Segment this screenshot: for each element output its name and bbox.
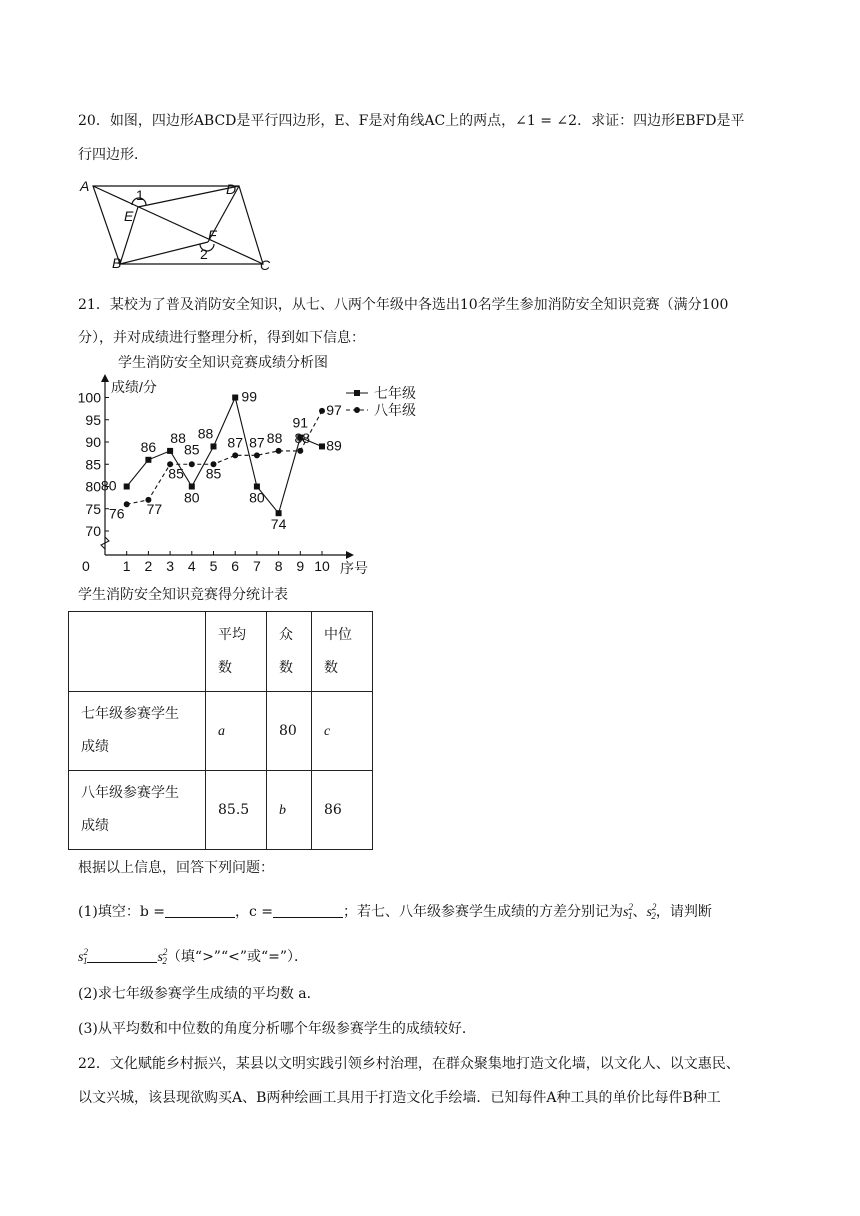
x-tick-label: 9	[296, 558, 305, 574]
label-A: A	[80, 178, 90, 194]
q20-text-line2: 行四边形．	[78, 147, 148, 163]
legend-label-grade8: 八年级	[374, 402, 416, 418]
q21-part3: (3)从平均数和中位数的角度分析哪个年级参赛学生的成绩较好．	[78, 1021, 476, 1037]
legend-marker-grade7	[354, 390, 360, 396]
data-label: 91	[292, 414, 309, 431]
label-2: 2	[200, 246, 208, 262]
data-label: 85	[205, 465, 222, 482]
q21-part1-line1: (1)填空：b = ，c = ；若七、八年级参赛学生成绩的方差分别记为$s^2_1$、$s^2_2$，请判断	[78, 902, 712, 921]
data-point-grade7	[319, 443, 325, 449]
data-point-grade8	[124, 501, 130, 507]
data-point-grade8	[232, 452, 238, 458]
x-tick-label: 4	[187, 558, 196, 574]
s2-squared: $s^2_2$	[646, 902, 657, 921]
blank-b[interactable]	[165, 905, 235, 918]
y-tick-label: 80	[85, 478, 101, 495]
y-tick-label: 100	[78, 389, 101, 406]
label-D: D	[226, 181, 237, 197]
data-label: 85	[168, 465, 184, 482]
chart-title: 学生消防安全知识竞赛成绩分析图	[118, 354, 328, 370]
parallelogram-figure	[76, 178, 276, 274]
data-label: 80	[249, 489, 265, 506]
cell-grade8-median: 86	[312, 771, 373, 850]
table-row	[69, 692, 373, 771]
data-point-grade7	[211, 443, 217, 449]
q22-text-line2: 以文兴城，该县现欲购买A、B两种绘画工具用于打造文化手绘墙．已知每件A种工具的单价比每件B种工	[78, 1090, 721, 1106]
x-tick-label: 5	[209, 558, 218, 574]
header-median: 中位 数	[312, 612, 373, 692]
legend-label-grade7: 七年级	[374, 385, 416, 401]
cell-grade7-mode: 80	[267, 692, 312, 771]
table-caption: 学生消防安全知识竞赛得分统计表	[78, 587, 288, 603]
row-label-grade8: 八年级参赛学生 成绩	[69, 771, 206, 850]
data-point-grade8	[319, 408, 325, 414]
y-axis-label: 成绩/分	[111, 379, 157, 395]
q21-text-line1: 21．某校为了普及消防安全知识，从七、八两个年级中各选出10名学生参加消防安全知识竞赛（满分100	[78, 297, 729, 313]
data-label: 74	[270, 516, 287, 533]
x-tick-label: 7	[253, 558, 261, 574]
x-tick-label: 10	[314, 558, 330, 574]
q21-part2: (2)求七年级参赛学生成绩的平均数 a．	[78, 986, 321, 1002]
table-corner-cell	[69, 612, 206, 692]
table-row	[69, 771, 373, 850]
cell-grade7-mean: a	[206, 692, 267, 771]
data-label: 88	[170, 429, 186, 446]
table-header-row	[69, 612, 373, 692]
label-F: F	[208, 227, 217, 243]
data-label: 80	[100, 477, 117, 494]
cell-grade8-mean: 85.5	[206, 771, 267, 850]
x-axis-label: 序号	[340, 560, 368, 576]
y-tick-label: 85	[85, 456, 101, 473]
data-label: 76	[108, 505, 125, 522]
header-mean: 平均 数	[206, 612, 267, 692]
data-point-grade7	[124, 484, 130, 490]
data-label: 97	[326, 401, 342, 418]
q21-part1-line2: $s^2_1$ $s^2_2$（填“>”“<”或“=”）．	[78, 947, 309, 966]
cell-grade7-median: c	[312, 692, 373, 771]
x-tick-label: 6	[231, 558, 240, 574]
data-label: 80	[184, 489, 200, 506]
data-point-grade7	[167, 448, 173, 454]
x-axis-arrow	[346, 551, 354, 559]
header-mode: 众 数	[267, 612, 312, 692]
score-statistics-table	[68, 611, 373, 850]
q20-text-line1: 20．如图，四边形ABCD是平行四边形，E、F是对角线AC上的两点，∠1 = ∠2．求证：四边形EBFD是平	[78, 113, 745, 129]
label-1: 1	[136, 187, 144, 203]
data-label: 85	[184, 441, 200, 458]
y-tick-label: 90	[85, 434, 101, 450]
q22-text-line1: 22．文化赋能乡村振兴，某县以文明实践引领乡村治理，在群众聚集地打造文化墙，以文化人、以文惠民、	[78, 1056, 740, 1072]
blank-variance[interactable]	[87, 950, 157, 963]
data-point-grade7	[232, 395, 238, 401]
cell-grade8-mode: b	[267, 771, 312, 850]
data-label: 86	[140, 438, 157, 455]
x-tick-label: 2	[144, 558, 153, 574]
data-label: 99	[241, 388, 257, 405]
label-C: C	[260, 257, 271, 273]
x-tick-label: 8	[274, 558, 283, 574]
legend-marker-grade8	[354, 407, 360, 413]
s1-squared: $s^2_1$	[623, 902, 633, 921]
x-tick-label: 0	[82, 558, 90, 574]
q21-text-line2: 分），并对成绩进行整理分析，得到如下信息：	[78, 330, 365, 346]
data-label: 77	[146, 500, 163, 517]
data-label: 87	[249, 434, 265, 451]
data-point-grade8	[254, 452, 260, 458]
y-tick-label: 70	[85, 523, 101, 539]
x-tick-label: 1	[122, 558, 131, 574]
data-label: 87	[227, 434, 243, 451]
data-point-grade8	[297, 448, 303, 454]
x-tick-label: 3	[166, 558, 174, 574]
data-point-grade7	[145, 457, 151, 463]
row-label-grade7: 七年级参赛学生 成绩	[69, 692, 206, 771]
blank-c[interactable]	[273, 905, 343, 918]
label-B: B	[112, 255, 122, 271]
data-label: 88	[294, 429, 311, 446]
label-E: E	[124, 208, 134, 224]
data-label: 89	[326, 437, 342, 454]
data-label: 88	[197, 425, 214, 442]
y-tick-label: 75	[85, 500, 101, 517]
y-axis-arrow	[101, 374, 109, 382]
q21-after-text: 根据以上信息，回答下列问题：	[78, 860, 274, 876]
data-point-grade8	[189, 461, 195, 467]
score-line-chart	[78, 350, 438, 580]
data-label: 88	[266, 429, 283, 446]
data-point-grade8	[276, 448, 282, 454]
y-tick-label: 95	[85, 411, 101, 428]
